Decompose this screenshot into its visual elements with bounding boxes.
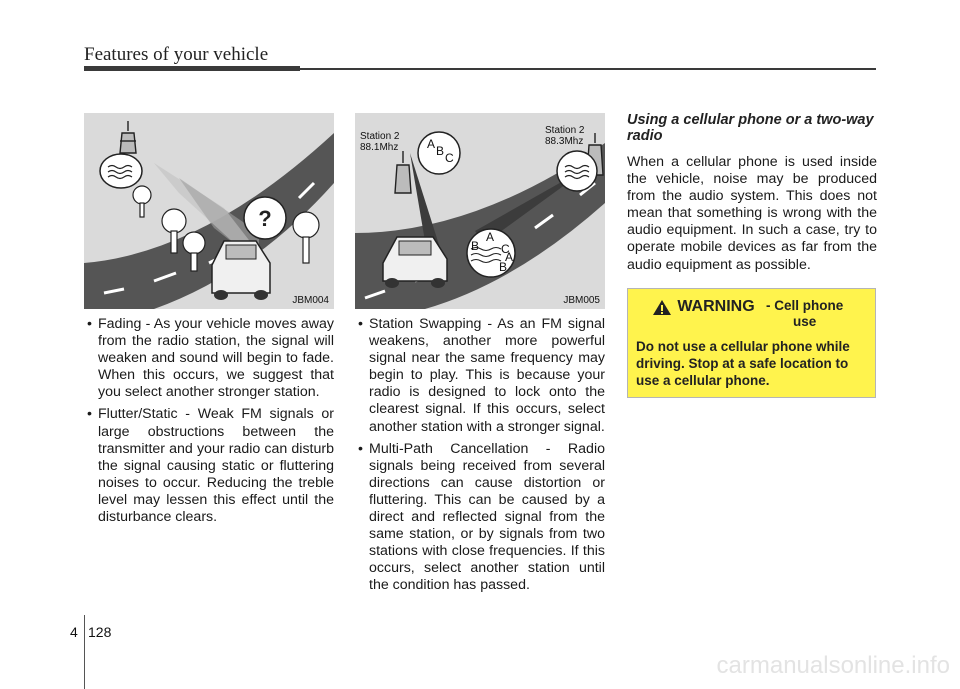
warning-triangle-icon (652, 299, 672, 316)
bubble-letter: B (436, 144, 445, 158)
warning-word: WARNING (677, 298, 755, 315)
freq-right-label: 88.3Mhz (545, 136, 584, 147)
section-body: When a cellular phone is used inside the vehicle, noise may be produced from the audio system. This does not mean that something is wrong with the audio equipment. In such a case, try to operate mobile devices as far from the audio equipment as possible. (627, 154, 877, 273)
watermark: carmanualsonline.info (716, 652, 950, 679)
freq-left-label: 88.1Mhz (360, 142, 399, 153)
footer-rule (84, 615, 85, 689)
car-bubble-letter: A (486, 230, 495, 244)
figure-code: JBM005 (563, 295, 600, 306)
car-bubble-letter: C (501, 242, 510, 256)
car-signal-bubble-icon (467, 229, 515, 277)
column-2 (355, 316, 605, 600)
signal-bubble-icon (100, 154, 142, 188)
warning-body: Do not use a cellular phone while driving. Stop at a safe location to use a cellular phone. (636, 339, 850, 388)
station-swapping-illustration (355, 113, 605, 309)
bubble-letter: A (427, 137, 436, 151)
bullet-fading: • Fading - As your vehicle moves away from the radio station, the signal will weaken and sound will begin to fade. When this occurs, we suggest that you select another stronger station. (84, 316, 334, 401)
signal-bubble-icon (557, 151, 597, 191)
bullet-flutter-static: • Flutter/Static - Weak FM signals or large obstructions between the transmitter and your radio can disturb the signal causing static or fluttering noises to occur. Reducing the treble level may lessen this effect until the disturbance clears. (84, 406, 334, 526)
bubble-letter: C (445, 151, 454, 165)
header-rule-thick (84, 66, 300, 71)
car-icon (212, 241, 270, 300)
station-right-label: Station 2 (545, 125, 585, 136)
car-bubble-letter: B (471, 239, 480, 253)
warning-subtitle: - Cell phone use (766, 298, 844, 329)
bullet-station-swapping: • Station Swapping - As an FM signal weakens, another more powerful signal near the same frequency may begin to play. This is because your radio is designed to lock onto the clearest signal. If this occurs, select another station with a stronger signal. (355, 316, 605, 436)
page-number: 128 (88, 624, 112, 640)
column-1 (84, 316, 334, 531)
fading-illustration (84, 113, 334, 309)
car-bubble-letter: B (499, 260, 508, 274)
section-number: 4 (70, 624, 78, 640)
page-header-title: Features of your vehicle (84, 44, 269, 65)
bullet-multi-path: • Multi-Path Cancellation - Radio signals being received from several directions can cause distortion or fluttering. This can be caused by a direct and reflected signal from the same station, or by signals from two stations with close frequencies. If this occurs, select another station until the condition has passed. (355, 441, 605, 595)
car-icon (383, 237, 447, 288)
car-bubble-letter: A (505, 250, 514, 264)
figure-code: JBM004 (292, 295, 329, 306)
section-title: Using a cellular phone or a two-way radio (627, 112, 874, 144)
letters-bubble-icon (418, 132, 460, 174)
question-bubble-icon (244, 197, 286, 239)
warning-box (627, 288, 876, 398)
station-left-label: Station 2 (360, 131, 400, 142)
column-3 (627, 112, 877, 274)
header-rule-thin (300, 68, 876, 70)
question-mark: ? (258, 206, 272, 231)
